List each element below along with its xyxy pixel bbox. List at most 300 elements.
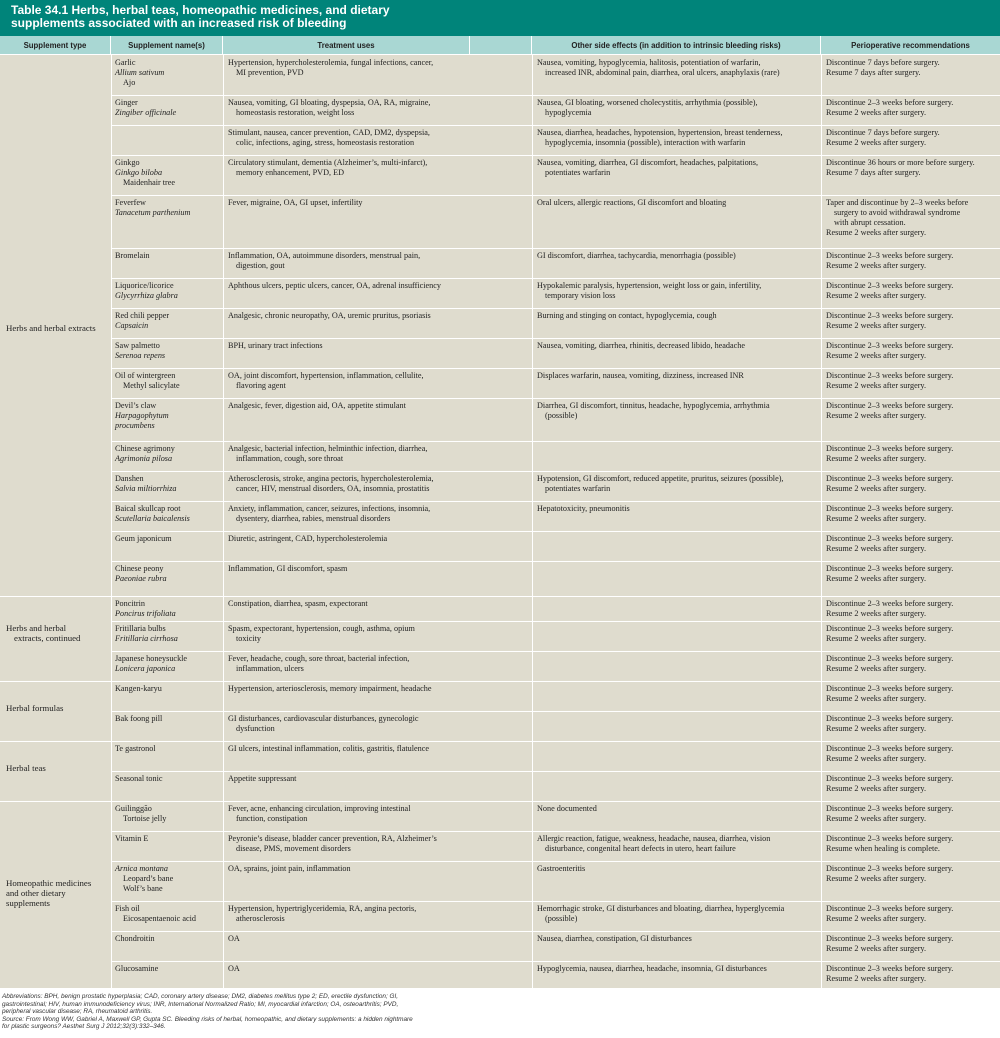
recommendations-cell-line: Resume 2 weeks after surgery. (826, 974, 927, 983)
treatment-uses-cell-line: homeostasis restoration, weight loss (236, 108, 355, 117)
recommendations-cell (826, 684, 998, 704)
supplement-name-cell (115, 444, 223, 464)
side-effects-cell-line: Hypoglycemia, nausea, diarrhea, headache, insomnia, GI disturbances (537, 964, 767, 973)
treatment-uses-cell (228, 58, 528, 78)
recommendations-cell (826, 401, 998, 421)
side-effects-cell (537, 864, 819, 874)
treatment-uses-cell-line: disease, PMS, movement disorders (236, 844, 351, 853)
recommendations-cell-line: Resume 2 weeks after surgery. (826, 754, 927, 763)
side-effects-cell-line: Nausea, diarrhea, headaches, hypotension, hypertension, breast tenderness, (537, 128, 783, 137)
treatment-uses-cell (228, 474, 528, 494)
treatment-uses-cell-line: Anxiety, inflammation, cancer, seizures, infections, insomnia, (228, 504, 431, 513)
treatment-uses-cell (228, 864, 528, 874)
supplement-name-cell (115, 311, 223, 331)
treatment-uses-cell-line: colic, infections, aging, stress, homeostasis restoration (236, 138, 415, 147)
recommendations-cell-line: Discontinue 2–3 weeks before surgery. (826, 934, 954, 943)
recommendations-cell-line: Resume 2 weeks after surgery. (826, 664, 927, 673)
recommendations-cell-line: Discontinue 2–3 weeks before surgery. (826, 864, 954, 873)
recommendations-cell (826, 714, 998, 734)
treatment-uses-cell-line: Spasm, expectorant, hypertension, cough, asthma, opium (228, 624, 415, 633)
row-divider (111, 368, 1000, 369)
footnote-line: Source: From Wong WW, Gabriel A, Maxwell GP, Gupta SC. Bleeding risks of herbal, homeopathic, and dietary supplements: a hidden nightmare (2, 1015, 413, 1023)
recommendations-cell-line: Discontinue 2–3 weeks before surgery. (826, 504, 954, 513)
treatment-uses-cell-line: Atherosclerosis, stroke, angina pectoris, hypercholesterolemia, (228, 474, 434, 483)
supplement-type-line: Herbal teas (6, 763, 46, 773)
supplement-name-cell-line: Japanese honeysuckle (115, 654, 188, 663)
recommendations-cell (826, 564, 998, 584)
treatment-uses-cell (228, 834, 528, 854)
supplement-type-line: Homeopathic medicines (6, 878, 92, 888)
footnote-line: peripheral vascular disease; RA, rheumatoid arthritis. (2, 1008, 153, 1016)
side-effects-cell-line: Burning and stinging on contact, hypoglycemia, cough (537, 311, 717, 320)
treatment-uses-cell (228, 684, 528, 694)
recommendations-cell-line: with abrupt cessation. (834, 218, 906, 227)
supplement-name-cell-line: Ginkgo biloba (115, 168, 163, 177)
row-divider (111, 861, 1000, 862)
recommendations-cell-line: Discontinue 2–3 weeks before surgery. (826, 714, 954, 723)
side-effects-cell (537, 198, 819, 208)
supplement-name-cell (115, 774, 223, 784)
treatment-uses-cell-line: OA (228, 964, 240, 973)
recommendations-cell-line: Resume 2 weeks after surgery. (826, 514, 927, 523)
supplement-type-line: Herbs and herbal extracts (6, 323, 96, 333)
supplement-name-cell-line: Kangen-karyu (115, 684, 162, 693)
supplement-name-cell-line: Vitamin E (115, 834, 149, 843)
recommendations-cell-line: Resume 2 weeks after surgery. (826, 914, 927, 923)
side-effects-cell-line: Hypokalemic paralysis, hypertension, weight loss or gain, infertility, (537, 281, 762, 290)
supplement-name-cell-line: Glucosamine (115, 964, 159, 973)
treatment-uses-cell-line: Fever, migraine, OA, GI upset, infertility (228, 198, 363, 207)
row-divider (111, 651, 1000, 652)
recommendations-cell-line: Discontinue 2–3 weeks before surgery. (826, 534, 954, 543)
supplement-name-cell-line: Wolf’s bane (123, 884, 163, 893)
row-divider (111, 95, 1000, 96)
supplement-name-cell-line: Capsaicin (115, 321, 149, 330)
side-effects-cell-line: Hemorrhagic stroke, GI disturbances and bloating, diarrhea, hyperglycemia (537, 904, 785, 913)
recommendations-cell-line: Resume 2 weeks after surgery. (826, 321, 927, 330)
side-effects-cell (537, 128, 819, 148)
supplement-name-cell-line: procumbens (115, 421, 155, 430)
supplement-name-cell-line: Oil of wintergreen (115, 371, 176, 380)
recommendations-cell-line: Discontinue 2–3 weeks before surgery. (826, 444, 954, 453)
recommendations-cell-line: Resume 2 weeks after surgery. (826, 228, 927, 237)
treatment-uses-cell-line: Inflammation, GI discomfort, spasm (228, 564, 348, 573)
recommendations-cell-line: Discontinue 2–3 weeks before surgery. (826, 474, 954, 483)
treatment-uses-cell-line: GI disturbances, cardiovascular disturbances, gynecologic (228, 714, 419, 723)
row-divider (111, 308, 1000, 309)
row-divider (111, 771, 1000, 772)
treatment-uses-cell-line: GI ulcers, intestinal inflammation, colitis, gastritis, flatulence (228, 744, 429, 753)
supplement-name-cell (115, 158, 223, 188)
side-effects-cell (537, 98, 819, 118)
recommendations-cell-line: Resume 2 weeks after surgery. (826, 724, 927, 733)
recommendations-cell-line: Discontinue 2–3 weeks before surgery. (826, 401, 954, 410)
side-effects-cell (537, 251, 819, 261)
recommendations-cell (826, 774, 998, 794)
side-effects-cell-line: None documented (537, 804, 597, 813)
recommendations-cell (826, 281, 998, 301)
supplement-name-cell (115, 198, 223, 218)
recommendations-cell-line: Resume 2 weeks after surgery. (826, 814, 927, 823)
supplement-name-cell-line: Danshen (115, 474, 144, 483)
recommendations-cell-line: Discontinue 2–3 weeks before surgery. (826, 744, 954, 753)
header-blank (470, 36, 532, 55)
recommendations-cell (826, 599, 998, 619)
side-effects-cell (537, 158, 819, 178)
recommendations-cell-line: Resume 2 weeks after surgery. (826, 261, 927, 270)
side-effects-cell (537, 474, 819, 494)
supplement-name-cell-line: Scutellaria baicalensis (115, 514, 190, 523)
side-effects-cell-line: Hepatotoxicity, pneumonitis (537, 504, 630, 513)
supplement-name-cell-line: Tanacetum parthenium (115, 208, 191, 217)
supplement-name-cell-line: Guilinggão (115, 804, 152, 813)
supplement-name-cell (115, 251, 223, 261)
treatment-uses-cell (228, 444, 528, 464)
side-effects-cell (537, 834, 819, 854)
table-title-line: Table 34.1 Herbs, herbal teas, homeopathic medicines, and dietary (11, 3, 390, 17)
recommendations-cell-line: Discontinue 2–3 weeks before surgery. (826, 311, 954, 320)
side-effects-cell (537, 281, 819, 301)
treatment-uses-cell (228, 599, 528, 609)
recommendations-cell (826, 654, 998, 674)
side-effects-cell-line: increased INR, abdominal pain, diarrhea, oral ulcers, anaphylaxis (rare) (545, 68, 780, 77)
side-effects-cell (537, 371, 819, 381)
footnote-line: gastrointestinal; HIV, human immunodeficiency virus; INR, International Normalized Ratio; MI, myocardial infarction; OA, osteoarthritis; PVD, (2, 1000, 399, 1008)
treatment-uses-cell (228, 904, 528, 924)
side-effects-cell-line: Displaces warfarin, nausea, vomiting, dizziness, increased INR (537, 371, 744, 380)
row-divider (111, 531, 1000, 532)
supplement-name-cell-line: Poncitrin (115, 599, 146, 608)
supplement-type-cell (6, 878, 110, 908)
recommendations-cell-line: Resume when healing is complete. (826, 844, 940, 853)
recommendations-cell (826, 251, 998, 271)
recommendations-cell-line: Discontinue 36 hours or more before surgery. (826, 158, 975, 167)
recommendations-cell (826, 904, 998, 924)
row-divider (111, 338, 1000, 339)
supplement-name-cell (115, 904, 223, 924)
row-divider (111, 561, 1000, 562)
row-divider (111, 471, 1000, 472)
treatment-uses-cell (228, 624, 528, 644)
recommendations-cell (826, 198, 998, 238)
treatment-uses-cell-line: atherosclerosis (236, 914, 285, 923)
row-divider (111, 501, 1000, 502)
recommendations-cell (826, 474, 998, 494)
supplement-name-cell-line: Fish oil (115, 904, 140, 913)
row-divider (111, 931, 1000, 932)
treatment-uses-cell-line: Circulatory stimulant, dementia (Alzheimer’s, multi-infarct), (228, 158, 428, 167)
treatment-uses-cell-line: Diuretic, astringent, CAD, hypercholesterolemia (228, 534, 388, 543)
treatment-uses-cell-line: dysfunction (236, 724, 275, 733)
side-effects-cell-line: Nausea, vomiting, hypoglycemia, halitosis, potentiation of warfarin, (537, 58, 761, 67)
supplement-name-cell-line: Poncirus trifoliata (115, 609, 176, 618)
supplement-name-cell-line: Zingiber officinale (115, 108, 177, 117)
treatment-uses-cell-line: Constipation, diarrhea, spasm, expectorant (228, 599, 368, 608)
supplement-name-cell-line: Eicosapentaenoic acid (123, 914, 196, 923)
supplement-name-cell-line: Leopard’s bane (123, 874, 174, 883)
supplement-name-cell-line: Methyl salicylate (123, 381, 180, 390)
supplement-name-cell-line: Feverfew (115, 198, 146, 207)
recommendations-cell (826, 624, 998, 644)
supplement-name-cell-line: Geum japonicum (115, 534, 172, 543)
recommendations-cell (826, 834, 998, 854)
supplement-name-cell (115, 864, 223, 894)
row-divider (111, 248, 1000, 249)
recommendations-cell-line: Resume 2 weeks after surgery. (826, 381, 927, 390)
treatment-uses-cell-line: OA, sprains, joint pain, inflammation (228, 864, 351, 873)
side-effects-cell-line: Oral ulcers, allergic reactions, GI discomfort and bloating (537, 198, 727, 207)
table-footnotes (2, 993, 998, 1031)
recommendations-cell-line: Resume 2 weeks after surgery. (826, 108, 927, 117)
recommendations-cell (826, 934, 998, 954)
treatment-uses-cell (228, 251, 528, 271)
supplement-name-cell (115, 58, 223, 88)
recommendations-cell-line: Discontinue 2–3 weeks before surgery. (826, 654, 954, 663)
treatment-uses-cell-line: inflammation, ulcers (236, 664, 304, 673)
recommendations-cell-line: Discontinue 2–3 weeks before surgery. (826, 904, 954, 913)
treatment-uses-cell-line: OA (228, 934, 240, 943)
recommendations-cell (826, 864, 998, 884)
recommendations-cell-line: Discontinue 2–3 weeks before surgery. (826, 684, 954, 693)
recommendations-cell-line: Discontinue 2–3 weeks before surgery. (826, 834, 954, 843)
treatment-uses-cell-line: MI prevention, PVD (236, 68, 304, 77)
supplement-name-cell-line: Baical skullcap root (115, 504, 181, 513)
recommendations-cell-line: Resume 2 weeks after surgery. (826, 574, 927, 583)
side-effects-cell-line: GI discomfort, diarrhea, tachycardia, menorrhagia (possible) (537, 251, 736, 260)
recommendations-cell-line: Discontinue 2–3 weeks before surgery. (826, 251, 954, 260)
treatment-uses-cell (228, 281, 528, 291)
supplement-name-cell-line: Lonicera japonica (115, 664, 176, 673)
recommendations-cell-line: Discontinue 2–3 weeks before surgery. (826, 964, 954, 973)
supplement-type-line: Herbal formulas (6, 703, 64, 713)
treatment-uses-cell-line: function, constipation (236, 814, 308, 823)
recommendations-cell-line: Resume 2 weeks after surgery. (826, 609, 927, 618)
recommendations-cell-line: Discontinue 2–3 weeks before surgery. (826, 371, 954, 380)
treatment-uses-cell (228, 564, 528, 574)
row-divider (111, 901, 1000, 902)
supplement-name-cell (115, 504, 223, 524)
supplement-name-cell (115, 934, 223, 944)
recommendations-cell (826, 744, 998, 764)
supplement-name-cell (115, 341, 223, 361)
side-effects-cell-line: Diarrhea, GI discomfort, tinnitus, headache, hypoglycemia, arrhythmia (537, 401, 770, 410)
side-effects-cell-line: disturbance, congenital heart defects in utero, heart failure (545, 844, 736, 853)
side-effects-cell-line: Nausea, GI bloating, worsened cholecystitis, arrhythmia (possible), (537, 98, 758, 107)
supplement-type-cell (6, 763, 110, 773)
treatment-uses-cell (228, 714, 528, 734)
treatment-uses-cell (228, 654, 528, 674)
treatment-uses-cell-line: inflammation, cough, sore throat (236, 454, 344, 463)
treatment-uses-cell-line: dysentery, diarrhea, rabies, menstrual disorders (236, 514, 391, 523)
treatment-uses-cell (228, 534, 528, 544)
side-effects-cell-line: Gastroenteritis (537, 864, 586, 873)
row-divider (111, 621, 1000, 622)
recommendations-cell-line: Resume 2 weeks after surgery. (826, 634, 927, 643)
recommendations-cell (826, 98, 998, 118)
treatment-uses-cell-line: BPH, urinary tract infections (228, 341, 323, 350)
supplement-name-cell (115, 401, 223, 431)
supplement-name-cell-line: Serenoa repens (115, 351, 166, 360)
recommendations-cell (826, 964, 998, 984)
treatment-uses-cell (228, 401, 528, 411)
header-supplement-names: Supplement name(s) (111, 36, 223, 55)
recommendations-cell (826, 58, 998, 78)
supplement-name-cell-line: Glycyrrhiza glabra (115, 291, 178, 300)
supplement-name-cell-line: Allium sativum (115, 68, 165, 77)
supplement-name-cell-line: Bromelain (115, 251, 150, 260)
side-effects-cell (537, 341, 819, 351)
supplement-name-cell (115, 654, 223, 674)
treatment-uses-cell (228, 964, 528, 974)
supplement-type-cell (6, 623, 110, 643)
recommendations-cell-line: Resume 7 days after surgery. (826, 68, 921, 77)
header-perioperative-recommendations: Perioperative recommendations (821, 36, 1000, 55)
side-effects-cell (537, 964, 819, 974)
supplement-name-cell (115, 474, 223, 494)
treatment-uses-cell-line: Aphthous ulcers, peptic ulcers, cancer, OA, adrenal insufficiency (228, 281, 441, 290)
supplement-name-cell-line: Ginkgo (115, 158, 140, 167)
side-effects-cell (537, 804, 819, 814)
side-effects-cell (537, 58, 819, 78)
supplement-type-line: Herbs and herbal (6, 623, 67, 633)
treatment-uses-cell (228, 504, 528, 524)
side-effects-cell-line: (possible) (545, 411, 578, 420)
recommendations-cell-line: Resume 2 weeks after surgery. (826, 291, 927, 300)
recommendations-cell (826, 158, 998, 178)
supplement-type-line: and other dietary (6, 888, 66, 898)
supplement-name-cell-line: Red chili pepper (115, 311, 170, 320)
header-treatment-uses: Treatment uses (223, 36, 470, 55)
supplement-name-cell (115, 624, 223, 644)
row-divider (0, 681, 1000, 682)
supplement-name-cell-line: Saw palmetto (115, 341, 160, 350)
row-divider (0, 741, 1000, 742)
supplement-name-cell-line: Bak foong pill (115, 714, 163, 723)
recommendations-cell-line: Resume 2 weeks after surgery. (826, 874, 927, 883)
supplement-name-cell-line: Agrimonia pilosa (115, 454, 173, 463)
table-title (0, 0, 1000, 36)
treatment-uses-cell-line: Nausea, vomiting, GI bloating, dyspepsia, OA, RA, migraine, (228, 98, 431, 107)
row-divider (0, 801, 1000, 802)
side-effects-cell-line: potentiates warfarin (545, 484, 611, 493)
recommendations-cell (826, 311, 998, 331)
recommendations-cell-line: Resume 2 weeks after surgery. (826, 454, 927, 463)
supplement-name-cell-line: Chinese peony (115, 564, 164, 573)
treatment-uses-cell (228, 371, 528, 391)
side-effects-cell (537, 311, 819, 321)
treatment-uses-cell-line: flavoring agent (236, 381, 286, 390)
supplement-type-line: supplements (6, 898, 50, 908)
treatment-uses-cell-line: Hypertension, arteriosclerosis, memory impairment, headache (228, 684, 432, 693)
supplement-name-cell (115, 534, 223, 544)
side-effects-cell (537, 904, 819, 924)
recommendations-cell-line: Discontinue 2–3 weeks before surgery. (826, 281, 954, 290)
recommendations-cell-line: Discontinue 7 days before surgery. (826, 128, 940, 137)
footnote-line: for plastic surgeons? Aesthet Surg J 2012;32(3):332–346. (2, 1023, 166, 1031)
treatment-uses-cell (228, 311, 528, 321)
supplement-name-cell-line: Liquorice/licorice (115, 281, 174, 290)
side-effects-cell-line: Nausea, vomiting, diarrhea, GI discomfort, headaches, palpitations, (537, 158, 758, 167)
side-effects-cell-line: Allergic reaction, fatigue, weakness, headache, nausea, diarrhea, vision (537, 834, 771, 843)
supplement-name-cell-line: Tortoise jelly (123, 814, 167, 823)
recommendations-cell (826, 804, 998, 824)
recommendations-cell-line: Resume 2 weeks after surgery. (826, 694, 927, 703)
treatment-uses-cell-line: toxicity (236, 634, 262, 643)
recommendations-cell-line: Discontinue 2–3 weeks before surgery. (826, 804, 954, 813)
row-divider (111, 961, 1000, 962)
treatment-uses-cell-line: Stimulant, nausea, cancer prevention, CAD, DM2, dyspepsia, (228, 128, 430, 137)
treatment-uses-cell-line: Appetite suppressant (228, 774, 297, 783)
treatment-uses-cell-line: Analgesic, fever, digestion aid, OA, appetite stimulant (228, 401, 406, 410)
row-divider (111, 278, 1000, 279)
recommendations-cell (826, 534, 998, 554)
recommendations-cell-line: Resume 2 weeks after surgery. (826, 351, 927, 360)
supplement-name-cell (115, 804, 223, 824)
supplement-name-cell (115, 281, 223, 301)
recommendations-cell-line: Discontinue 2–3 weeks before surgery. (826, 564, 954, 573)
table-title-line: supplements associated with an increased risk of bleeding (11, 16, 347, 30)
supplement-name-cell-line: Ajo (123, 78, 136, 87)
header-supplement-type: Supplement type (0, 36, 111, 55)
supplement-name-cell-line: Arnica montana (115, 864, 168, 873)
supplement-name-cell-line: Garlic (115, 58, 136, 67)
side-effects-cell-line: hypoglycemia, insomnia (possible), interaction with warfarin (545, 138, 746, 147)
supplement-name-cell-line: Fritillaria bulbs (115, 624, 166, 633)
side-effects-cell-line: hypoglycemia (545, 108, 592, 117)
recommendations-cell-line: Resume 2 weeks after surgery. (826, 944, 927, 953)
recommendations-cell (826, 444, 998, 464)
recommendations-cell-line: Discontinue 2–3 weeks before surgery. (826, 774, 954, 783)
side-effects-cell (537, 504, 819, 514)
row-divider (111, 155, 1000, 156)
side-effects-cell (537, 934, 819, 944)
recommendations-cell-line: Resume 2 weeks after surgery. (826, 138, 927, 147)
row-divider (111, 831, 1000, 832)
row-divider (111, 398, 1000, 399)
supplement-type-cell (6, 703, 110, 713)
treatment-uses-cell (228, 804, 528, 824)
side-effects-cell-line: Hypotension, GI discomfort, reduced appetite, pruritus, seizures (possible), (537, 474, 784, 483)
recommendations-cell-line: Resume 2 weeks after surgery. (826, 411, 927, 420)
treatment-uses-cell (228, 158, 528, 178)
supplement-name-cell-line: Salvia miltiorrhiza (115, 484, 177, 493)
supplement-name-cell (115, 371, 223, 391)
supplement-name-cell-line: Fritillaria cirrhosa (115, 634, 178, 643)
side-effects-cell-line: Nausea, vomiting, diarrhea, rhinitis, decreased libido, headache (537, 341, 746, 350)
row-divider (111, 711, 1000, 712)
treatment-uses-cell-line: memory enhancement, PVD, ED (236, 168, 345, 177)
supplement-name-cell (115, 564, 223, 584)
supplement-name-cell-line: Maidenhair tree (123, 178, 176, 187)
side-effects-cell (537, 401, 819, 421)
recommendations-cell-line: Discontinue 7 days before surgery. (826, 58, 940, 67)
row-divider (111, 195, 1000, 196)
treatment-uses-cell (228, 128, 528, 148)
supplement-name-cell (115, 684, 223, 694)
row-divider (0, 596, 1000, 597)
recommendations-cell-line: Taper and discontinue by 2–3 weeks before (826, 198, 969, 207)
recommendations-cell-line: Resume 2 weeks after surgery. (826, 484, 927, 493)
recommendations-cell (826, 128, 998, 148)
treatment-uses-cell-line: OA, joint discomfort, hypertension, inflammation, cellulite, (228, 371, 424, 380)
recommendations-cell-line: Resume 2 weeks after surgery. (826, 544, 927, 553)
recommendations-cell-line: surgery to avoid withdrawal syndrome (834, 208, 961, 217)
supplement-name-cell-line: Devil’s claw (115, 401, 157, 410)
header-other-side-effects: Other side effects (in addition to intrinsic bleeding risks) (532, 36, 821, 55)
supplement-name-cell-line: Harpagophytum (115, 411, 169, 420)
side-effects-cell-line: potentiates warfarin (545, 168, 611, 177)
supplement-name-cell-line: Seasonal tonic (115, 774, 163, 783)
